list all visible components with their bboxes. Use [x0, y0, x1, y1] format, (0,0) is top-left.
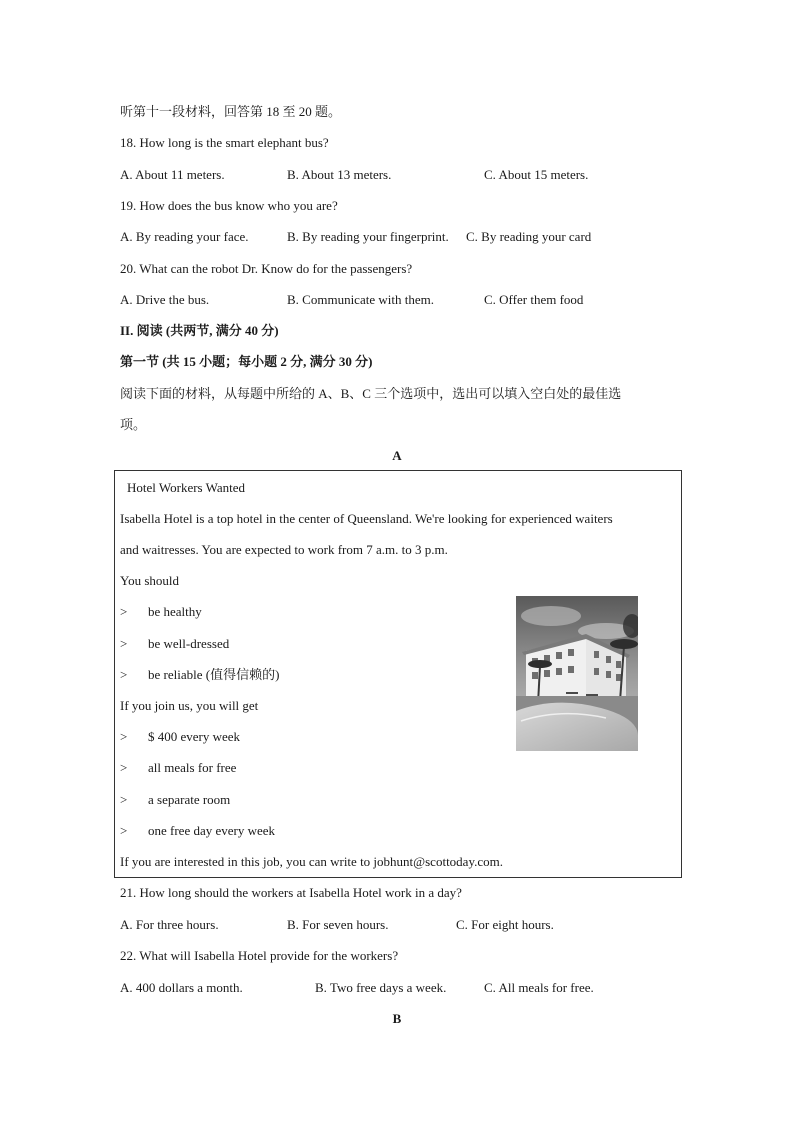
q22-option-a: A. 400 dollars a month.	[120, 980, 243, 995]
q20-option-b: B. Communicate with them.	[287, 292, 434, 307]
bullet-mark: >	[120, 792, 128, 807]
instruction-line-1: 阅读下面的材料，从每题中所给的 A、B、C 三个选项中，选出可以填入空白处的最佳选	[120, 386, 622, 401]
section-title: II. 阅读 (共两节, 满分 40 分)	[120, 323, 279, 338]
part-title: 第一节 (共 15 小题；每小题 2 分, 满分 30 分)	[120, 354, 373, 369]
q21-option-b: B. For seven hours.	[287, 917, 389, 932]
should-item: be healthy	[148, 604, 202, 619]
q20-option-c: C. Offer them food	[484, 292, 584, 307]
get-item: all meals for free	[148, 760, 237, 775]
bullet-mark: >	[120, 823, 128, 838]
bullet-mark: >	[120, 760, 128, 775]
question-20-stem: 20. What can the robot Dr. Know do for the passengers?	[120, 261, 413, 276]
q19-option-b: B. By reading your fingerprint.	[287, 229, 449, 244]
bullet-mark: >	[120, 604, 128, 619]
question-19-stem: 19. How does the bus know who you are?	[120, 198, 338, 213]
ad-contact: If you are interested in this job, you can write to jobhunt@scottoday.com.	[120, 854, 503, 869]
get-label: If you join us, you will get	[120, 698, 259, 713]
passage-a-label: A	[392, 448, 402, 463]
should-label: You should	[120, 573, 180, 588]
question-18-stem: 18. How long is the smart elephant bus?	[120, 135, 329, 150]
question-21-stem: 21. How long should the workers at Isabella Hotel work in a day?	[120, 885, 462, 900]
should-item: be reliable (值得信赖的)	[148, 667, 280, 682]
listening-intro: 听第十一段材料，回答第 18 至 20 题。	[120, 104, 342, 119]
passage-b-label: B	[392, 1011, 402, 1026]
q19-option-c: C. By reading your card	[466, 229, 592, 244]
q22-option-c: C. All meals for free.	[484, 980, 594, 995]
q18-option-a: A. About 11 meters.	[120, 167, 225, 182]
get-item: a separate room	[148, 792, 231, 807]
q18-option-b: B. About 13 meters.	[287, 167, 392, 182]
q18-option-c: C. About 15 meters.	[484, 167, 589, 182]
q20-option-a: A. Drive the bus.	[120, 292, 210, 307]
question-22-stem: 22. What will Isabella Hotel provide for the workers?	[120, 948, 399, 963]
bullet-mark: >	[120, 667, 128, 682]
get-item: $ 400 every week	[148, 729, 241, 744]
q21-option-c: C. For eight hours.	[456, 917, 554, 932]
q21-option-a: A. For three hours.	[120, 917, 219, 932]
bullet-mark: >	[120, 729, 128, 744]
q22-option-b: B. Two free days a week.	[315, 980, 447, 995]
ad-intro-1: Isabella Hotel is a top hotel in the center of Queensland. We're looking for experienced waiters	[120, 511, 613, 526]
instruction-line-2: 项。	[120, 417, 147, 432]
bullet-mark: >	[120, 636, 128, 651]
q19-option-a: A. By reading your face.	[120, 229, 249, 244]
should-item: be well-dressed	[148, 636, 230, 651]
get-item: one free day every week	[148, 823, 276, 838]
ad-intro-2: and waitresses. You are expected to work from 7 a.m. to 3 p.m.	[120, 542, 448, 557]
ad-title: Hotel Workers Wanted	[127, 480, 246, 495]
hotel-photo	[516, 596, 638, 751]
